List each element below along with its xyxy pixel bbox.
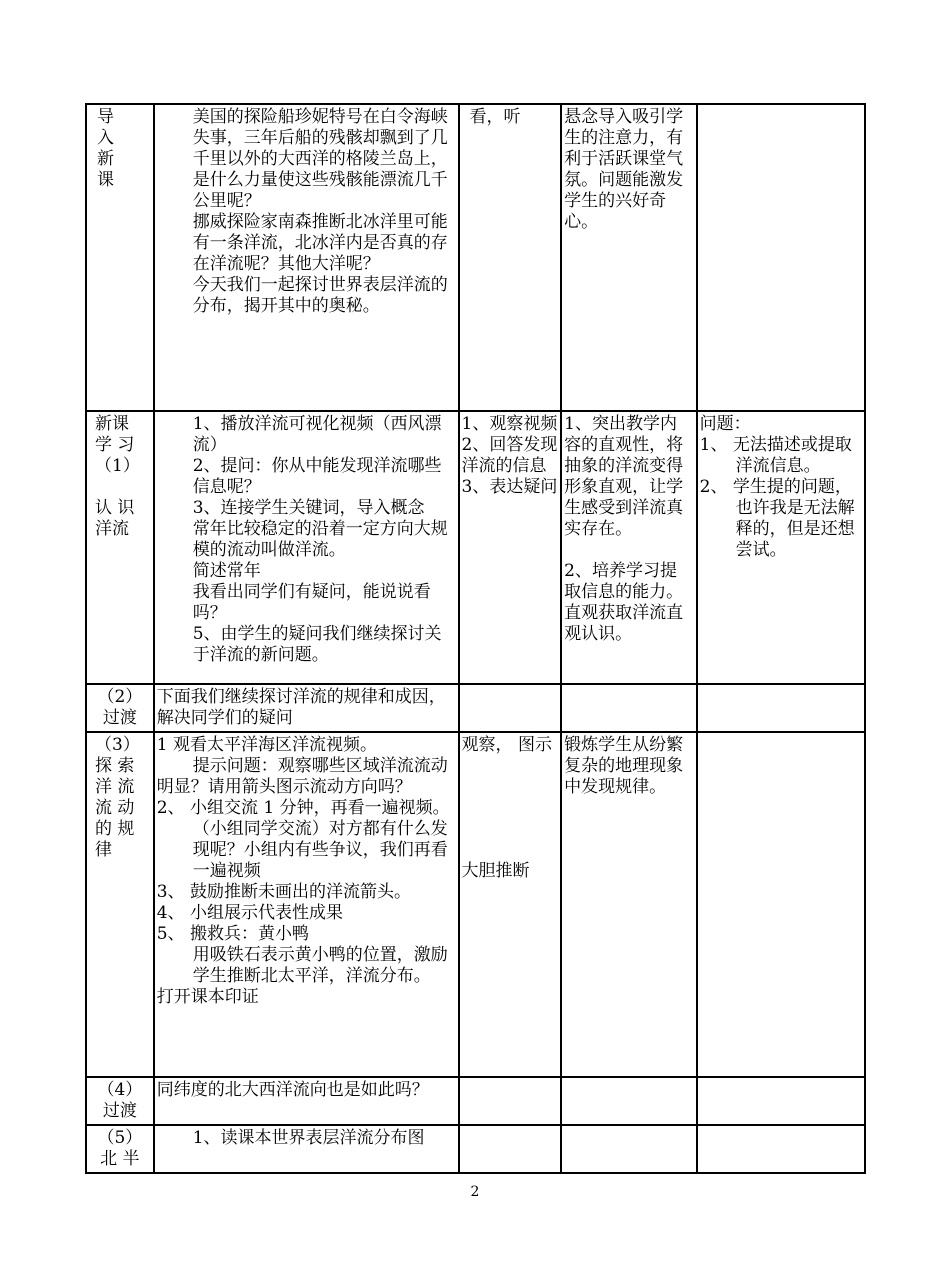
stage-line: 探 索	[95, 756, 135, 776]
stage-line: 洋 流	[95, 777, 135, 797]
student-activity-cell	[459, 411, 562, 684]
design-intent: 悬念导入吸引学生的注意力，有利于活跃课堂气氛。问题能激发学生的兴好奇心。	[564, 107, 684, 232]
design-intent-cell	[561, 411, 696, 684]
content-paragraph: 挪威探险家南森推断北冰洋里可能有一条洋流，北冰洋内是否真的存在洋流呢？其他大洋呢？	[192, 212, 448, 274]
stage-line: 学 习	[95, 435, 135, 455]
student-activity-cell	[459, 732, 562, 1077]
table-row	[86, 1077, 865, 1125]
student-activity: 2、回答发现洋流的信息	[461, 435, 558, 476]
design-intent-cell	[561, 1125, 696, 1173]
content-cell	[154, 1125, 459, 1173]
content-paragraph: 用吸铁石表示黄小鸭的位置，激励学生推断北太平洋，洋流分布。	[192, 945, 448, 986]
content-paragraph: 1 观看太平洋海区洋流视频。	[156, 735, 377, 755]
page-number: 2	[470, 1184, 480, 1200]
stage-line: 律	[95, 840, 112, 860]
student-activity-cell	[459, 104, 562, 411]
reflection-cell	[697, 732, 865, 1077]
content-list-item: 5、 搬救兵：黄小鸭	[156, 924, 309, 944]
content-paragraph: 简述常年	[192, 561, 261, 581]
stage-line: 过渡	[102, 1101, 137, 1121]
content-paragraph: 3、连接学生关键词，导入概念	[192, 498, 425, 518]
content-cell	[154, 732, 459, 1077]
stage-line: 洋流	[95, 519, 129, 539]
stage-line: （5）	[97, 1128, 143, 1148]
design-intent: 1、突出教学内容的直观性，将抽象的洋流变得形象直观，让学生感受到洋流真实存在。	[564, 414, 684, 539]
table-row	[86, 411, 865, 684]
stage-cell	[86, 732, 154, 1077]
student-activity: 1、观察视频	[461, 414, 558, 434]
design-intent-cell	[561, 732, 696, 1077]
reflection-cell	[697, 684, 865, 732]
design-intent: 锻炼学生从纷繁复杂的地理现象中发现规律。	[564, 735, 684, 797]
content-paragraph: 同纬度的北大西洋流向也是如此吗？	[156, 1080, 429, 1100]
stage-line: 流 动	[95, 798, 135, 818]
student-activity-cell	[459, 684, 562, 732]
content-paragraph: 2、提问：你从中能发现洋流哪些信息呢？	[192, 456, 442, 497]
content-cell	[154, 411, 459, 684]
reflection-title: 问题：	[699, 414, 751, 434]
table-row	[86, 104, 865, 411]
reflection-cell	[697, 1077, 865, 1125]
content-paragraph: 1、播放洋流可视化视频（西风漂流）	[192, 414, 442, 455]
content-paragraph: 打开课本印证	[156, 987, 259, 1007]
content-list-item: 3、 鼓励推断未画出的洋流箭头。	[156, 882, 411, 902]
content-paragraph: 美国的探险船珍妮特号在白令海峡失事，三年后船的残骸却飘到了几千里以外的大西洋的格陵兰岛上，是什么力量使这些残骸能漂流几千公里呢？	[192, 107, 448, 211]
table-row	[86, 1125, 865, 1173]
content-paragraph: 今天我们一起探讨世界表层洋流的分布，揭开其中的奥秘。	[192, 275, 448, 316]
student-activity-cell	[459, 1077, 562, 1125]
design-intent: 2、培养学习提取信息的能力。直观获取洋流直观认识。	[564, 561, 684, 644]
student-activity: 大胆推断	[461, 861, 530, 881]
stage-cell	[86, 104, 154, 411]
stage-line: 北 半	[100, 1149, 140, 1169]
stage-line: （3）	[95, 735, 140, 755]
reflection-item: 2、 学生提的问题，也许我是无法解释的，但是还想尝试。	[699, 477, 855, 560]
student-activity: 3、表达疑问	[461, 477, 558, 497]
stage-line: 导	[97, 107, 114, 127]
content-paragraph: 5、由学生的疑问我们继续探讨关于洋流的新问题。	[192, 624, 442, 665]
stage-cell	[86, 1077, 154, 1125]
content-paragraph: 我看出同学们有疑问，能说说看吗？	[192, 582, 431, 623]
stage-line: 课	[97, 170, 114, 190]
content-paragraph: 下面我们继续探讨洋流的规律和成因，解决同学们的疑问	[156, 687, 446, 728]
content-paragraph: 提示问题：观察哪些区域洋流流动明显？请用箭头图示流动方向吗？	[156, 756, 448, 797]
stage-line: （2）	[97, 687, 143, 707]
stage-line: 认 识	[95, 498, 135, 518]
stage-line: 入	[97, 128, 114, 148]
content-paragraph: 1、读课本世界表层洋流分布图	[192, 1128, 425, 1148]
content-paragraph: 常年比较稳定的沿着一定方向大规模的流动叫做洋流。	[192, 519, 448, 560]
content-cell	[154, 684, 459, 732]
reflection-item: 1、 无法描述或提取洋流信息。	[699, 435, 852, 476]
design-intent-cell	[561, 684, 696, 732]
stage-line: （4）	[97, 1080, 143, 1100]
content-list-item: 4、 小组展示代表性成果	[156, 903, 343, 923]
student-activity: 看，听	[469, 107, 521, 127]
stage-cell	[86, 1125, 154, 1173]
stage-cell	[86, 411, 154, 684]
stage-line: 的 规	[95, 819, 135, 839]
content-cell	[154, 104, 459, 411]
stage-line: 新课	[95, 414, 129, 434]
lesson-plan-table	[85, 103, 866, 1174]
student-activity-cell	[459, 1125, 562, 1173]
stage-line: 新	[97, 149, 114, 169]
table-row	[86, 732, 865, 1077]
reflection-cell	[697, 1125, 865, 1173]
design-intent-cell	[561, 1077, 696, 1125]
content-cell	[154, 1077, 459, 1125]
stage-cell	[86, 684, 154, 732]
reflection-cell	[697, 411, 865, 684]
student-activity: 观察， 图示	[461, 735, 552, 755]
content-list-item: 2、 小组交流 1 分钟，再看一遍视频。（小组同学交流）对方都有什么发现呢？小组内有些争议，我们再看一遍视频	[156, 798, 450, 881]
design-intent-cell	[561, 104, 696, 411]
table-row	[86, 684, 865, 732]
reflection-cell	[697, 104, 865, 411]
stage-line: 过渡	[102, 708, 137, 728]
stage-line: （1）	[95, 456, 140, 476]
